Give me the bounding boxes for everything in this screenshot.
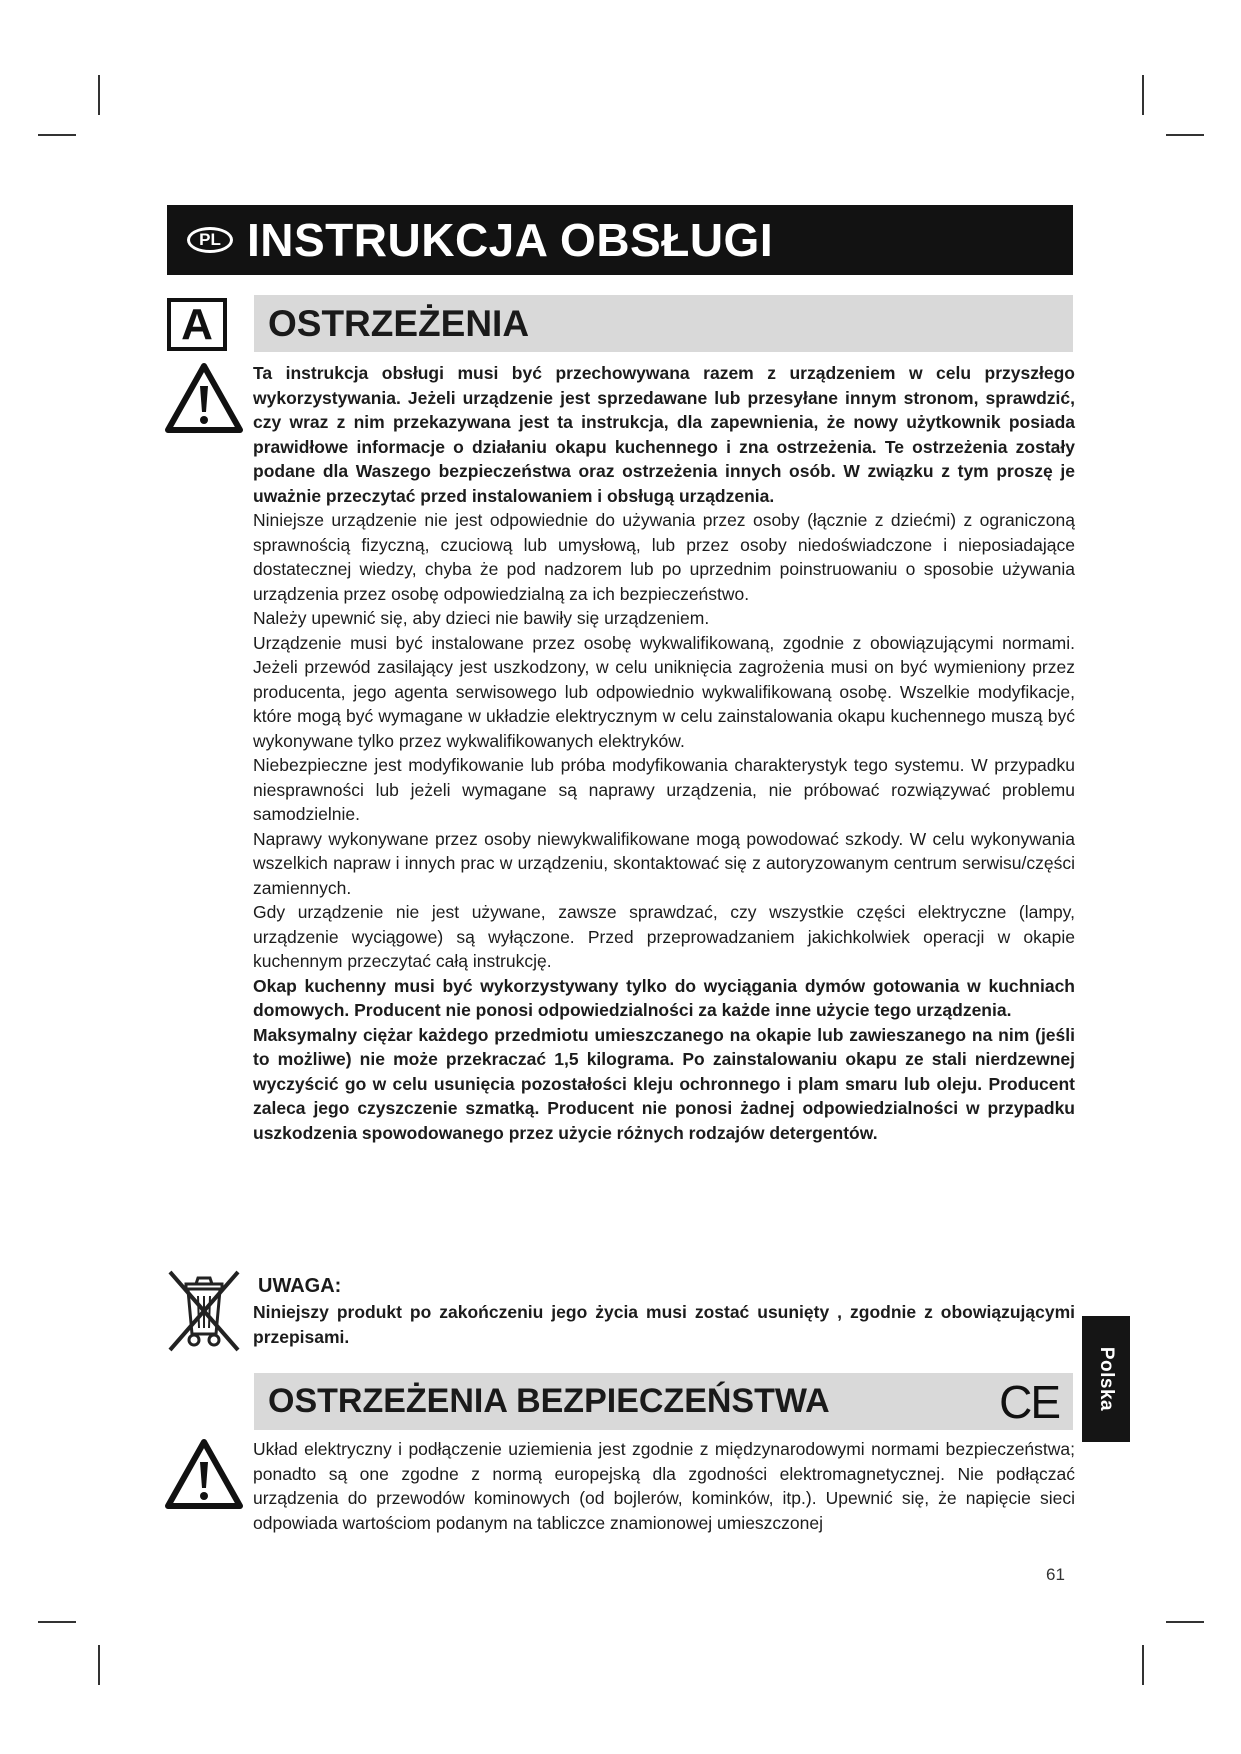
section-heading-label: OSTRZEŻENIA BEZPIECZEŃSTWA [268,1382,830,1420]
crop-mark [1166,134,1204,136]
safety-text [253,1437,1075,1535]
paragraph: Maksymalny ciężar każdego przedmiotu umieszczanego na okapie lub zawieszanego na nim (jeśli to możliwe) nie może przekraczać 1,5 kilograma. Po zainstalowaniu okapu ze stali nierdzewnej wyczyścić go w celu usunięcia pozostałości kleju ochronnego i plam smaru lub oleju. Producent zaleca jego czyszczenie szmatką. Producent nie ponosi żadnej odpowiedzialności w przypadku uszkodzenia spowodowanego przez użycie różnych rodzajów detergentów. [253,1024,1075,1143]
language-tab-label: Polska [1096,1346,1118,1412]
ce-mark-icon: CE [999,1375,1059,1428]
warning-icon [164,1438,244,1510]
paragraph: Należy upewnić się, aby dzieci nie bawiły się urządzeniem. [253,608,710,628]
page-number: 61 [1046,1565,1065,1584]
crop-mark [98,1645,100,1685]
paragraph: Urządzenie musi być instalowane przez osobę wykwalifikowaną, zgodnie z obowiązującymi normami. Jeżeli przewód zasilający jest uszkodzony, w celu uniknięcia zagrożenia musi on być wymieniony przez producenta, jego agenta serwisowego lub odpowiednio wykwalifikowaną osobę. Wszelkie modyfikacje, które mogą być wymagane w układzie elektrycznym w celu zainstalowania okapu kuchennego muszą być wykonywane tylko przez wykwalifikowanych elektryków. [253,632,1075,751]
crop-mark [38,134,76,136]
crossed-bin-icon [164,1268,244,1354]
paragraph: Niniejsze urządzenie nie jest odpowiednie do używania przez osoby (łącznie z dziećmi) z ograniczoną sprawnością fizyczną, czuciową lub umysłową, lub przez osoby niedoświadczone i nieposiadające dostatecznej wiedzy, chyba że pod nadzorem lub po uprzednim poinstruowaniu o sposobie używania urządzenia przez osobę odpowiedzialną za ich bezpieczeństwo. [253,510,1075,604]
warnings-text [253,361,1075,1145]
section-heading-safety [254,1373,1073,1430]
crop-mark [98,75,100,115]
paragraph: Okap kuchenny musi być wykorzystywany tylko do wyciągania dymów gotowania w kuchniach domowych. Producent nie ponosi odpowiedzialności za każde inne użycie tego urządzenia. [253,975,1075,1020]
section-letter: A [167,298,227,351]
paragraph: Naprawy wykonywane przez osoby niewykwalifikowane mogą powodować szkody. W celu wykonywania wszelkich napraw i innych prac w urządzeniu, skontaktować się z autoryzowanym centrum serwisu/części zamiennych. [253,828,1075,898]
title-bar [167,205,1073,275]
paragraph: Niniejszy produkt po zakończeniu jego życia musi zostać usunięty , zgodnie z obowiązującymi przepisami. [253,1302,1075,1347]
language-tab [1082,1316,1130,1442]
section-heading-warnings: OSTRZEŻENIA [254,295,1073,352]
paragraph: Układ elektryczny i podłączenie uziemienia jest zgodnie z międzynarodowymi normami bezpieczeństwa; ponadto są one zgodne z normą europejską dla zgodności elektromagnetycznej. Nie podłączać urządzenia do przewodów kominowych (od bojlerów, kominków, itp.). Upewnić się, że napięcie sieci odpowiada wartościom podanym na tabliczce znamionowej umieszczonej [253,1439,1075,1533]
paragraph: Niebezpieczne jest modyfikowanie lub próba modyfikowania charakterystyk tego systemu. W przypadku niesprawności lub jeżeli wymagane są naprawy urządzenia, nie próbować rozwiązywać problemu samodzielnie. [253,755,1075,824]
language-badge: PL [187,227,233,253]
crop-mark [1142,75,1144,115]
paragraph: Gdy urządzenie nie jest używane, zawsze sprawdzać, czy wszystkie części elektryczne (lampy, urządzenie wyciągowe) są wyłączone. Przed przeprowadzaniem jakichkolwiek operacji w okapie kuchennym przeczytać całą instrukcję. [253,902,1075,971]
crop-mark [1142,1645,1144,1685]
note-label: UWAGA: [258,1275,342,1297]
disposal-note [253,1300,1075,1349]
page-title: INSTRUKCJA OBSŁUGI [247,214,774,266]
paragraph: Ta instrukcja obsługi musi być przechowywana razem z urządzeniem w celu przyszłego wykorzystywania. Jeżeli urządzenie jest sprzedawane lub przesyłane innym stronom, sprawdzić, czy wraz z nim przekazywana jest ta instrukcja, dla zapewnienia, że nowy użytkownik posiada prawidłowe informacje o działaniu okapu kuchennego i zna ostrzeżenia. Te ostrzeżenia zostały podane dla Waszego bezpieczeństwa oraz ostrzeżenia innych osób. W związku z tym proszę je uważnie przeczytać przed instalowaniem i obsługą urządzenia. [253,363,1075,506]
warning-icon [164,362,244,434]
crop-mark [38,1621,76,1623]
crop-mark [1166,1621,1204,1623]
